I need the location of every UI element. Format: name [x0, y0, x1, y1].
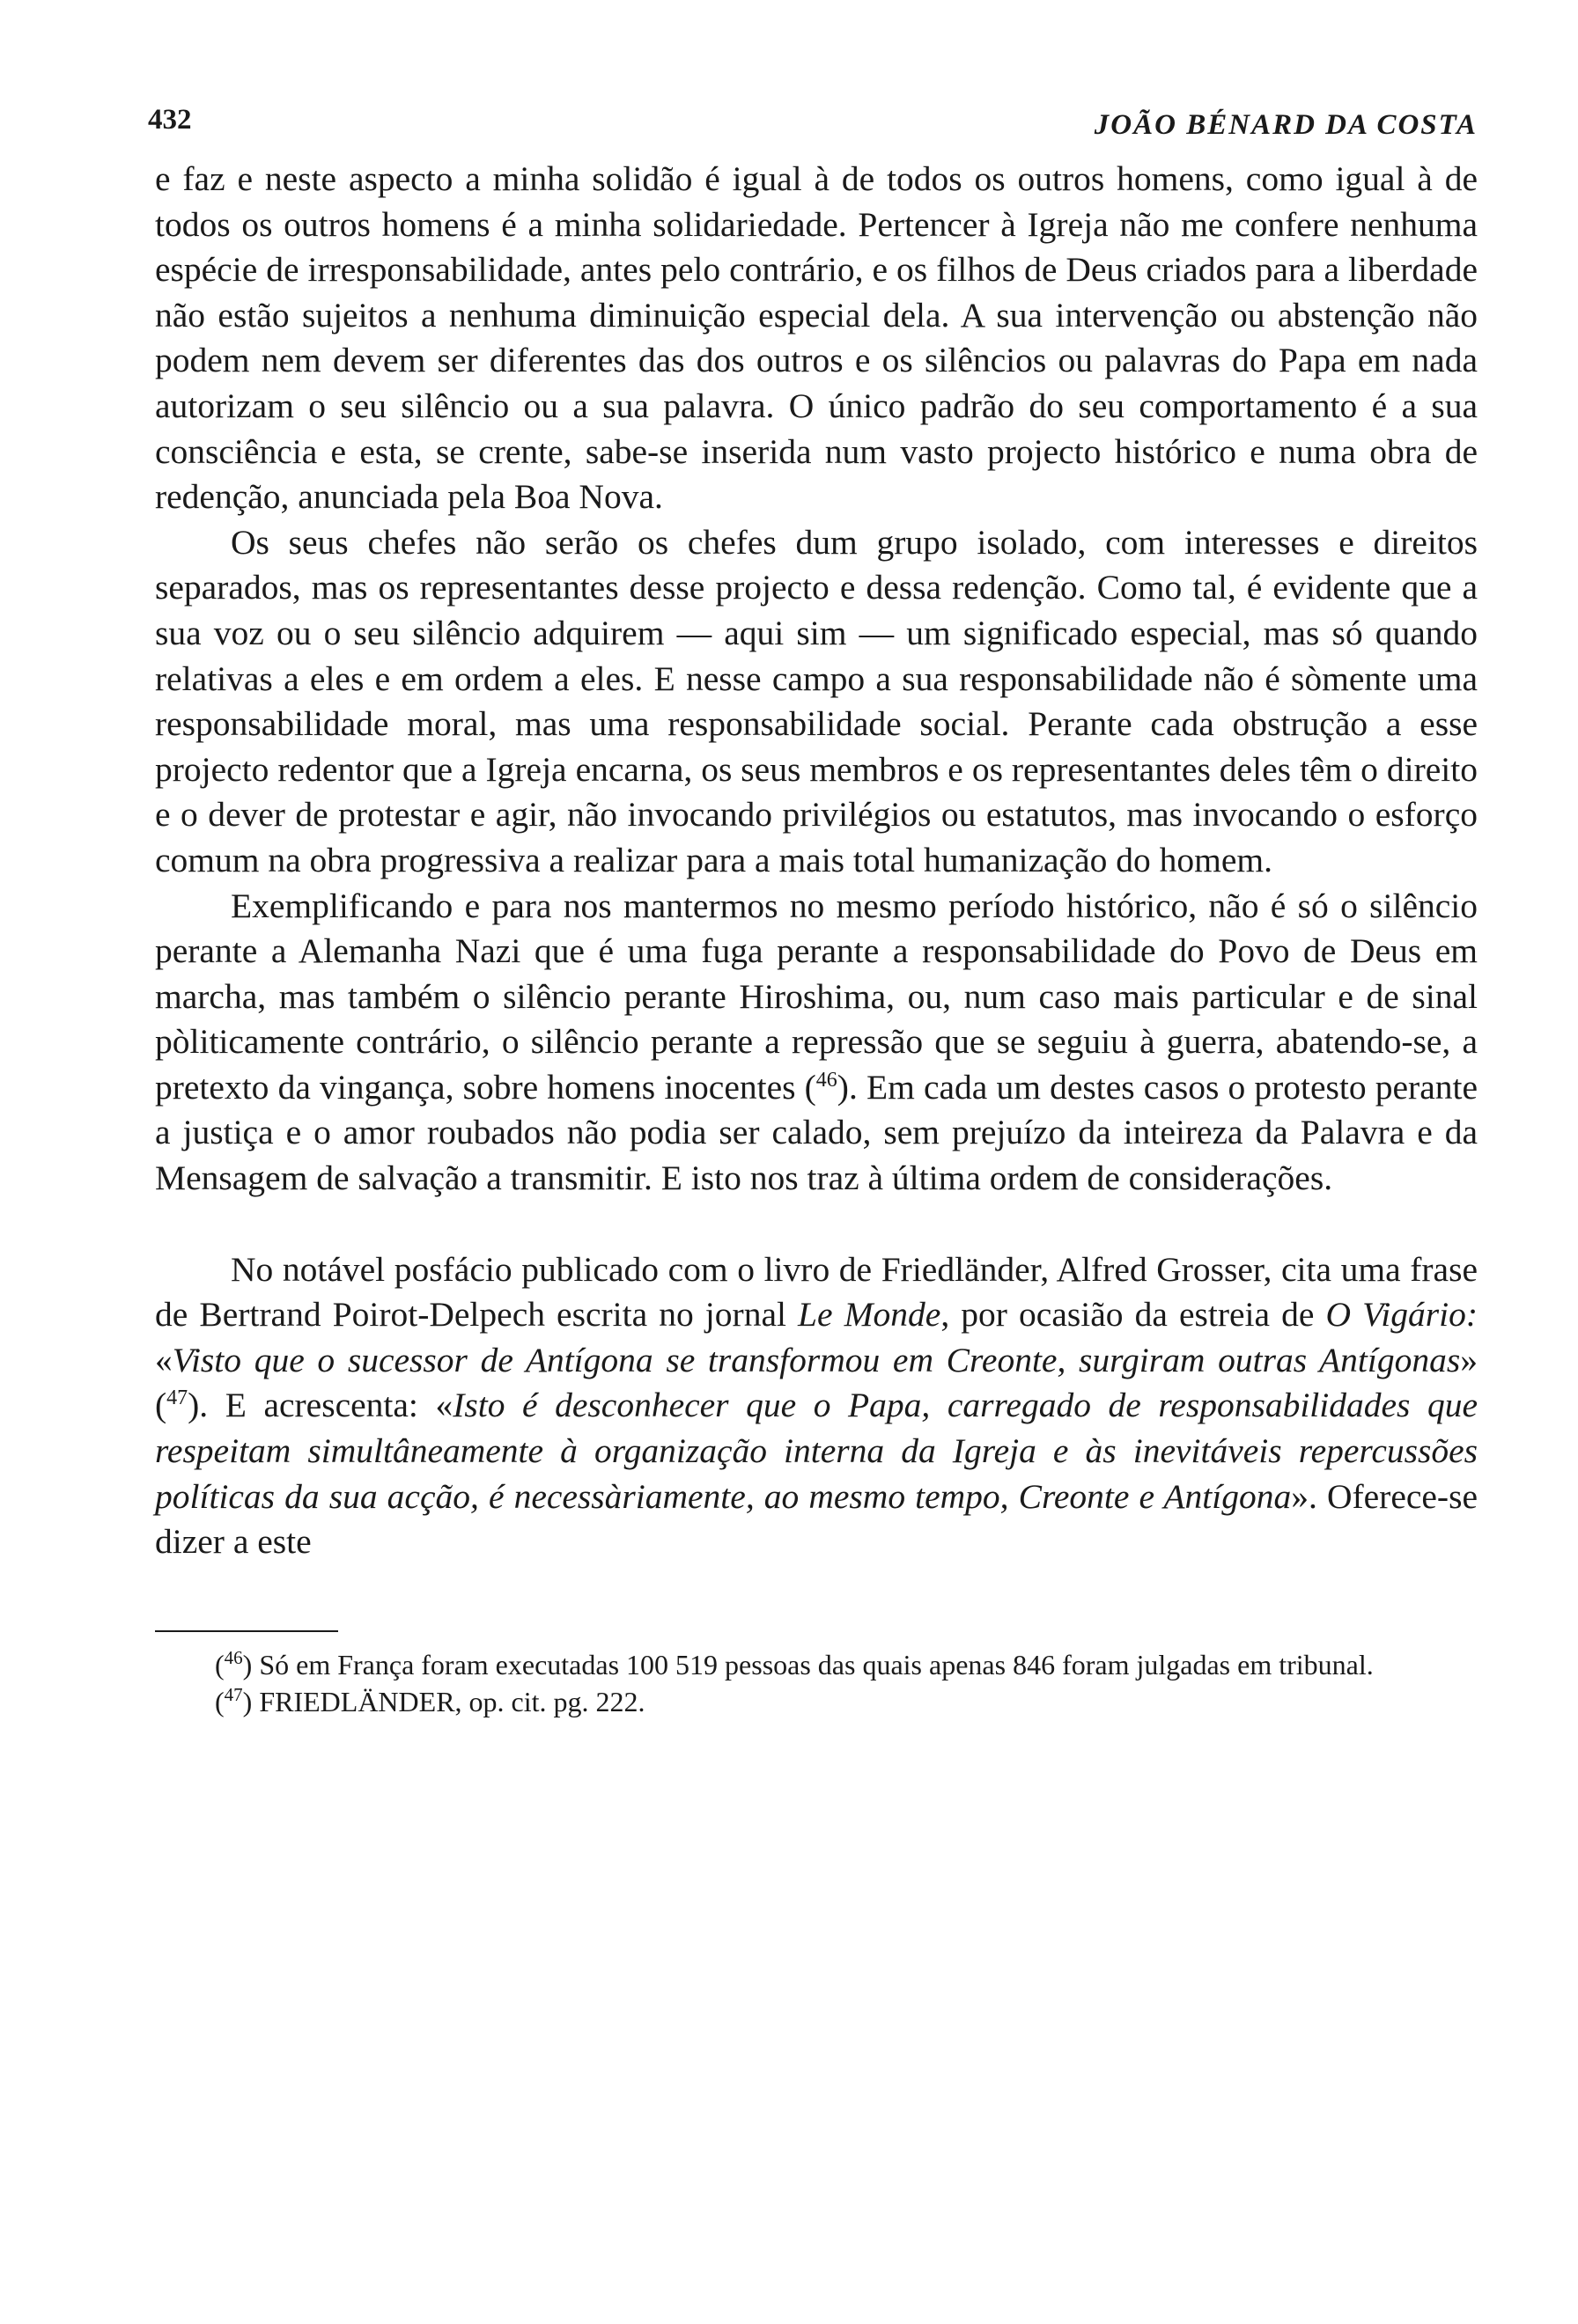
text-run: No notável posfácio publicado com o livro de Friedländer, Alfred Grosser, cita uma frase de Bertrand Poirot-Delpech escrita no jornal	[155, 1249, 1478, 1335]
footnote-text: Só em França foram executadas 100 519 pessoas das quais apenas 846 foram julgadas em tribunal.	[259, 1648, 1374, 1680]
text-run: «	[155, 1340, 173, 1379]
footnote: ($^{46}$) Só em França foram executadas 100 519 pessoas das quais apenas 846 foram julgadas em tribunal.	[215, 1646, 1374, 1680]
footnote-number: 46	[224, 1646, 243, 1668]
italic-text: O Vigário:	[1325, 1295, 1478, 1335]
paragraph	[155, 1247, 1478, 1565]
running-title: JOÃO BÉNARD DA COSTA	[1094, 109, 1478, 141]
italic-text: Isto é desconhecer que o Papa, carregado de responsabilidades que respeitam simultâneamente à organização interna da Igreja e às inevitáveis repercussões políticas da sua acção, é necessàriamente, ao mesmo tempo, Creonte e Antígona	[155, 1386, 1478, 1516]
text-run: e faz e neste aspecto a minha solidão é igual à de todos os outros homens, como igual à de todos os outros homens é a minha solidariedade. Pertencer à Igreja não me confere nenhuma espécie de irresponsabilidade, antes pelo contrário, e os filhos de Deus criados para a liberdade não estão sujeitos a nenhuma diminuição especial dela. A sua intervenção ou abstenção não podem nem devem ser diferentes das dos outros e os silêncios ou palavras do Papa em nada autorizam o seu silêncio ou a sua palavra. O único padrão do seu comportamento é a sua consciência e esta, se crente, sabe-se inserida num vasto projecto histórico e numa obra de redenção, anunciada pela Boa Nova.	[155, 159, 1478, 517]
text-run: Os seus chefes não serão os chefes dum grupo isolado, com interesses e direitos separados, mas os representantes desse projecto e dessa redenção. Como tal, é evidente que a sua voz ou o seu silêncio adquirem — aqui sim — um significado especial, mas só quando relativas a eles e em ordem a eles. E nesse campo a sua responsabilidade não é sòmente uma responsabilidade moral, mas uma responsabilidade social. Perante cada obstrução a esse projecto redentor que a Igreja encarna, os seus membros e os representantes deles têm o direito e o dever de protestar e agir, não invocando privilégios ou estatutos, mas invocando o esforço comum na obra progressiva a realizar para a mais total humanização do homem.	[155, 522, 1478, 879]
footnote-reference: 46	[815, 1068, 837, 1092]
text-run: ). E acrescenta: «	[188, 1386, 453, 1425]
page-number: 432	[148, 104, 192, 136]
text-run: , por ocasião da estreia de	[940, 1295, 1326, 1335]
text-run: ». Oferece-se dizer a este	[155, 1476, 1478, 1562]
paragraph	[155, 157, 1478, 520]
text-run: ). Em cada um destes casos o protesto perante a justiça e o amor roubados não podia ser calado, sem prejuízo da inteireza da Palavra e da Mensagem de salvação a transmitir. E isto nos traz à última ordem de considerações.	[155, 1067, 1478, 1198]
paragraph	[155, 884, 1478, 1202]
footnote-number: 47	[224, 1683, 243, 1705]
book-page	[148, 104, 1478, 2252]
italic-text: Visto que o sucessor de Antígona se transformou em Creonte, surgiram outras Antígonas	[172, 1340, 1461, 1379]
italic-text: Le Monde	[798, 1295, 941, 1335]
text-run: Exemplificando e para nos mantermos no mesmo período histórico, não é só o silêncio perante a Alemanha Nazi que é uma fuga perante a responsabilidade do Povo de Deus em marcha, mas também o silêncio perante Hiroshima, ou, num caso mais particular e de sinal pòliticamente contrário, o silêncio perante a repressão que se seguiu à guerra, abatendo-se, a pretexto da vingança, sobre homens inocentes (	[155, 886, 1478, 1107]
footnote-reference: 47	[166, 1386, 188, 1410]
paragraph	[155, 520, 1478, 884]
footnotes	[155, 1646, 1478, 1720]
running-head	[148, 104, 1478, 157]
footnote: ($^{47}$) FRIEDLÄNDER, op. cit. pg. 222.	[215, 1683, 645, 1717]
body-text	[155, 157, 1478, 1565]
footnote-rule	[155, 1630, 338, 1632]
footnote-text: FRIEDLÄNDER, op. cit. pg. 222.	[259, 1685, 645, 1717]
text-run: » (	[155, 1340, 1478, 1425]
